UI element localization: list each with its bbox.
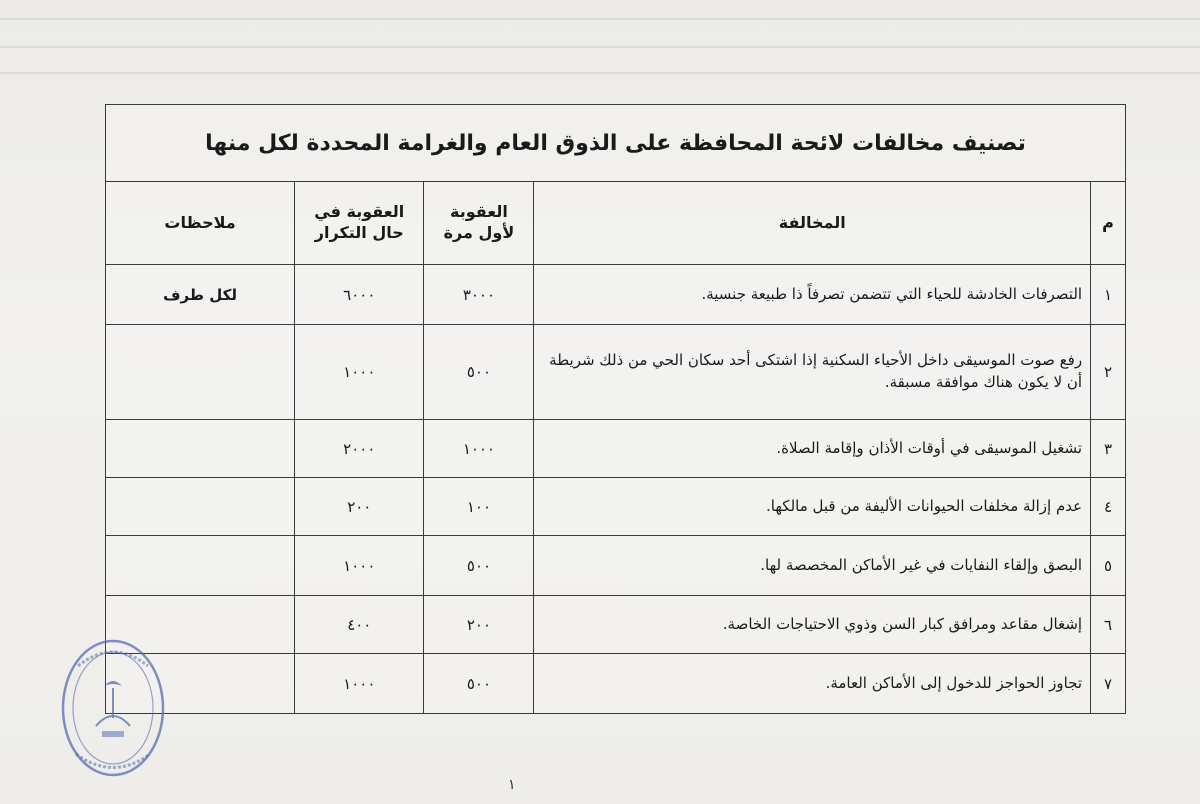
row-notes — [106, 536, 295, 596]
violations-table — [105, 104, 1126, 714]
repeat-offense-fine: ١٠٠٠ — [295, 325, 424, 420]
repeat-offense-fine: ٦٠٠٠ — [295, 265, 424, 325]
repeat-offense-fine: ٤٠٠ — [295, 596, 424, 654]
row-number: ١ — [1091, 265, 1126, 325]
repeat-offense-fine: ١٠٠٠ — [295, 536, 424, 596]
table-row — [106, 654, 1126, 714]
table-row — [106, 536, 1126, 596]
violation-text: التصرفات الخادشة للحياء التي تتضمن تصرفاً ذا طبيعة جنسية. — [534, 265, 1091, 325]
first-offense-fine: ٣٠٠٠ — [424, 265, 534, 325]
violation-text: رفع صوت الموسيقى داخل الأحياء السكنية إذا اشتكى أحد سكان الحي من ذلك شريطة أن لا يكون هناك موافقة مسبقة. — [534, 325, 1091, 420]
row-notes: لكل طرف — [106, 265, 295, 325]
first-offense-fine: ٥٠٠ — [424, 654, 534, 714]
page-number: ١ — [508, 777, 516, 793]
first-offense-fine: ٥٠٠ — [424, 536, 534, 596]
repeat-offense-fine: ٢٠٠٠ — [295, 420, 424, 478]
violation-text: تشغيل الموسيقى في أوقات الأذان وإقامة الصلاة. — [534, 420, 1091, 478]
row-number: ٢ — [1091, 325, 1126, 420]
first-offense-fine: ١٠٠ — [424, 478, 534, 536]
row-number: ٣ — [1091, 420, 1126, 478]
repeat-offense-fine: ١٠٠٠ — [295, 654, 424, 714]
table-row — [106, 420, 1126, 478]
bleed-through-line — [0, 18, 1200, 20]
row-number: ٤ — [1091, 478, 1126, 536]
row-notes — [106, 478, 295, 536]
header-number: م — [1091, 182, 1126, 265]
first-offense-fine: ١٠٠٠ — [424, 420, 534, 478]
row-notes — [106, 325, 295, 420]
first-offense-fine: ٢٠٠ — [424, 596, 534, 654]
repeat-offense-fine: ٢٠٠ — [295, 478, 424, 536]
header-violation: المخالفة — [534, 182, 1091, 265]
violation-text: تجاوز الحواجز للدخول إلى الأماكن العامة. — [534, 654, 1091, 714]
row-number: ٥ — [1091, 536, 1126, 596]
table-row — [106, 265, 1126, 325]
header-notes: ملاحظات — [106, 182, 295, 265]
emblem-icon — [96, 681, 130, 737]
table-title: تصنيف مخالفات لائحة المحافظة على الذوق العام والغرامة المحددة لكل منها — [106, 105, 1126, 182]
first-offense-fine: ٥٠٠ — [424, 325, 534, 420]
row-number: ٧ — [1091, 654, 1126, 714]
table-row — [106, 596, 1126, 654]
header-first-offense: العقوبة لأول مرة — [424, 182, 534, 265]
violation-text: عدم إزالة مخلفات الحيوانات الأليفة من قبل مالكها. — [534, 478, 1091, 536]
row-notes — [106, 420, 295, 478]
row-number: ٦ — [1091, 596, 1126, 654]
official-seal-stamp — [58, 636, 168, 781]
table-row — [106, 325, 1126, 420]
table-header-row — [106, 182, 1126, 265]
bleed-through-line — [0, 72, 1200, 74]
violation-text: إشغال مقاعد ومرافق كبار السن وذوي الاحتياجات الخاصة. — [534, 596, 1091, 654]
violation-text: البصق وإلقاء النفايات في غير الأماكن المخصصة لها. — [534, 536, 1091, 596]
bleed-through-line — [0, 46, 1200, 48]
table-row — [106, 478, 1126, 536]
header-repeat-offense: العقوبة في حال التكرار — [295, 182, 424, 265]
